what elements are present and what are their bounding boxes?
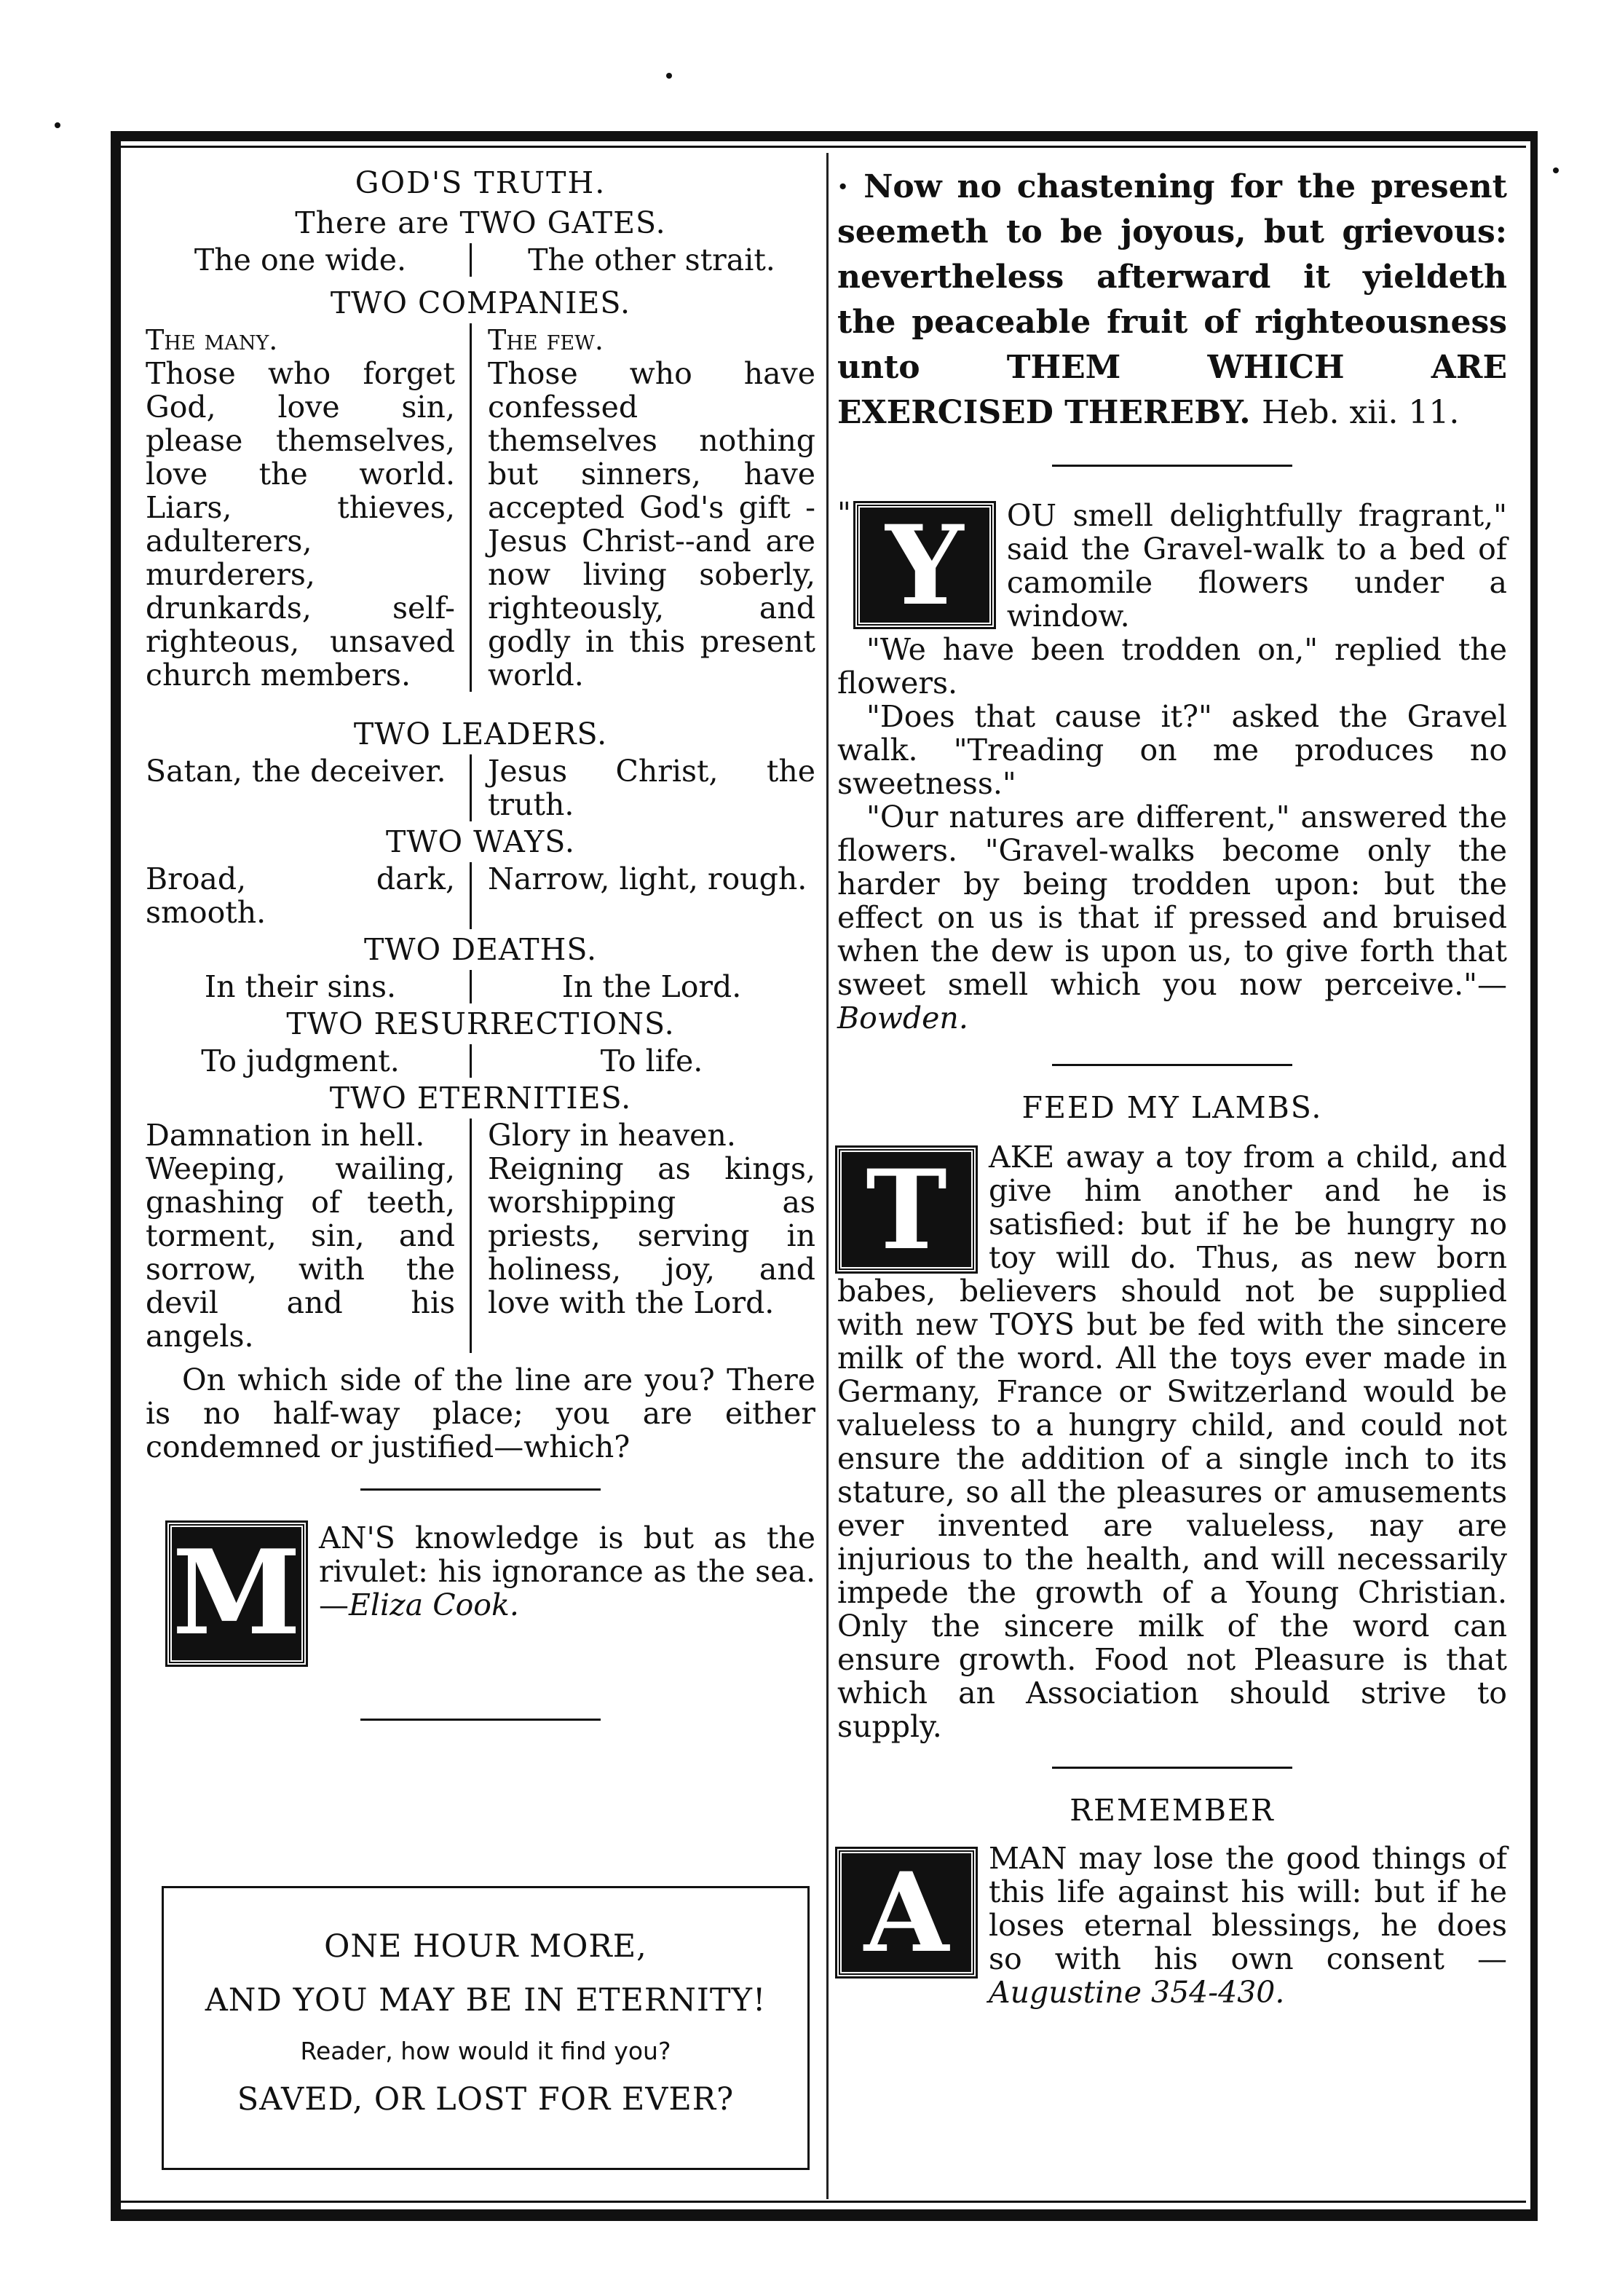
mans-knowledge-block xyxy=(146,1515,815,1668)
leaders-row xyxy=(146,754,815,821)
dropcap-m-icon: M xyxy=(167,1523,306,1665)
companies-left xyxy=(146,323,470,692)
gravel-open-quote: " xyxy=(837,496,851,531)
frame-inner-bottom-rule xyxy=(121,2201,1526,2203)
resurrections-row xyxy=(146,1044,815,1078)
deaths-row xyxy=(146,970,815,1003)
companies-right xyxy=(470,323,815,692)
divider-rule xyxy=(1052,1767,1292,1769)
divider-rule xyxy=(1052,465,1292,467)
eternities-left-2: Weeping, wailing, gnashing of teeth, torment, sin, and sorrow, with the devil and his angels. xyxy=(146,1151,455,1354)
which-side-paragraph: On which side of the line are you? There is no half-way place; you are either condemned or justified—which? xyxy=(146,1362,815,1464)
scripture-text: · Now no chastening for the present seemeth to be joyous, but grievous: nevertheless afterward it yieldeth the peaceable fruit of righteousness unto THEM WHICH ARE EXERCISED THEREBY. xyxy=(837,168,1507,431)
gods-truth-title: GOD'S TRUTH. xyxy=(355,165,606,200)
divider-rule xyxy=(360,1488,601,1491)
eternities-left-1: Damnation in hell. xyxy=(146,1118,425,1153)
feed-my-lambs-block xyxy=(837,1140,1507,1743)
eternities-right-2: Reigning as kings, worshipping as priests, serving in holiness, joy, and love with the Lord. xyxy=(488,1151,815,1320)
divider-rule xyxy=(360,1719,601,1721)
remember-body: MAN may lose the good things of this life against his will: but if he loses eternal blessings, he does so with his own consent — xyxy=(989,1841,1507,1976)
gravel-p4-text: "Our natures are different," answered the flowers. "Gravel-walks become only the harder by being trodden upon: but the effect on us is that if pressed and bruised when the dew is upon us, to give forth that sweet smell which you now perceive."— xyxy=(837,800,1507,1002)
ways-row xyxy=(146,862,815,929)
gravel-p3: "Does that cause it?" asked the Gravel walk. "Treading on me produces no sweetness." xyxy=(837,699,1507,801)
box-line-3: Reader, how would it find you? xyxy=(300,2037,671,2065)
remember-heading: REMEMBER xyxy=(1070,1793,1275,1828)
deaths-right: In the Lord. xyxy=(470,970,815,1003)
speck-right xyxy=(1553,167,1559,173)
frame-inner-top-rule xyxy=(121,146,1526,148)
companies-right-text: Those who have confessed themselves nothing but sinners, have accepted God's gift -Jesus Christ--and are now living soberly, righteously, and godly in this present world. xyxy=(488,356,815,693)
eternities-row xyxy=(146,1119,815,1353)
eternities-right-1: Glory in heaven. xyxy=(488,1118,736,1153)
eternity-box xyxy=(162,1886,810,2170)
mans-knowledge-author: Eliza Cook. xyxy=(349,1587,519,1622)
ways-right: Narrow, light, rough. xyxy=(470,862,815,929)
divider-rule xyxy=(1052,1064,1292,1066)
companies-right-label: The few. xyxy=(488,324,604,356)
ways-heading: TWO WAYS. xyxy=(386,824,575,859)
remember-block xyxy=(837,1842,1507,2009)
gates-right: The other strait. xyxy=(470,243,815,277)
ways-left: Broad, dark, smooth. xyxy=(146,861,455,930)
speck-top xyxy=(666,73,672,79)
dropcap-y-icon: Y xyxy=(855,503,994,627)
resurrections-right: To life. xyxy=(470,1044,815,1078)
mans-knowledge-body: AN'S knowledge is but as the rivulet: his ignorance as the sea.— xyxy=(319,1520,815,1622)
leaders-left: Satan, the deceiver. xyxy=(146,754,446,789)
dropcap-a-icon: A xyxy=(837,1849,976,1976)
feed-my-lambs-text: AKE away a toy from a child, and give him another and he is satisfied: but if he be hungry no toy will do. Thus, as new born babes, believers should not be supplied with new TOYS but be fed with the sincere milk of the word. All the toys ever made in Germany, France or Switzerland would be valueless to a hungry child, and could not ensure the addition of a single inch to its stature, so all the pleasures or amusements ever invented are valueless, nay are injurious to the health, and will necessarily impede the growth of a Young Christian. Only the sincere milk of the word can ensure growth. Food not Pleasure is that which an Association should strive to supply. xyxy=(837,1140,1507,1744)
eternities-right xyxy=(470,1119,815,1353)
gates-heading: There are TWO GATES. xyxy=(295,205,666,240)
gravel-p4 xyxy=(837,800,1507,1035)
gravel-author: Bowden. xyxy=(837,1001,968,1035)
companies-row xyxy=(146,323,815,692)
remember-author: Augustine 354-430. xyxy=(989,1975,1285,2010)
feed-my-lambs-heading: FEED MY LAMBS. xyxy=(1021,1090,1323,1125)
leaders-heading: TWO LEADERS. xyxy=(353,717,608,751)
scripture-paragraph xyxy=(837,165,1507,435)
companies-left-label: The many. xyxy=(146,324,278,356)
resurrections-left: To judgment. xyxy=(201,1044,400,1078)
companies-heading: TWO COMPANIES. xyxy=(330,285,631,320)
gravel-p2: "We have been trodden on," replied the flowers. xyxy=(837,632,1507,701)
gravel-walk-block xyxy=(837,496,1507,1035)
box-line-1: ONE HOUR MORE, xyxy=(324,1928,647,1965)
gravel-p1: OU smell delightfully fragrant," said the Gravel-walk to a bed of camomile flowers under a window. xyxy=(1006,498,1507,634)
speck-left xyxy=(55,122,60,128)
leaders-right: Jesus Christ, the truth. xyxy=(470,754,815,821)
gates-row xyxy=(146,243,815,277)
companies-left-text: Those who forget God, love sin, please themselves, love the world. Liars, thieves, adulterers, murderers, drunkards, self-righteous, unsaved church members. xyxy=(146,356,455,693)
right-column xyxy=(837,153,1507,2009)
deaths-left: In their sins. xyxy=(204,969,397,1004)
column-divider xyxy=(826,153,829,2199)
deaths-heading: TWO DEATHS. xyxy=(363,932,598,967)
eternities-heading: TWO ETERNITIES. xyxy=(329,1081,632,1116)
eternities-left xyxy=(146,1119,470,1353)
gates-left: The one wide. xyxy=(194,242,407,277)
scripture-ref: Heb. xii. 11. xyxy=(1261,394,1460,431)
box-line-2: AND YOU MAY BE IN ETERNITY! xyxy=(205,1982,767,2019)
left-column xyxy=(146,153,815,1745)
resurrections-heading: TWO RESURRECTIONS. xyxy=(286,1006,675,1041)
dropcap-t-icon: T xyxy=(837,1148,976,1271)
box-line-4: SAVED, OR LOST FOR EVER? xyxy=(237,2081,735,2118)
